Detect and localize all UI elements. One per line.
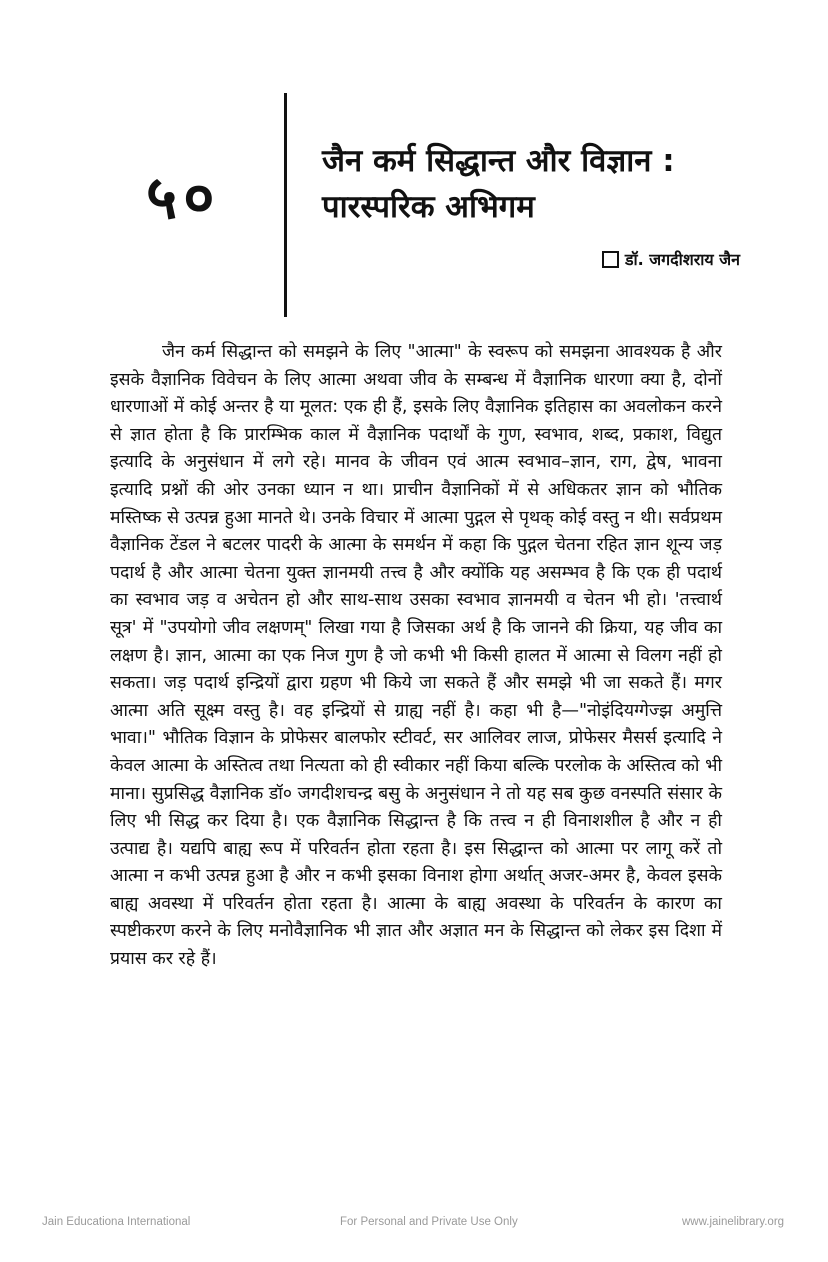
author-byline (602, 248, 740, 270)
footer-website-link[interactable]: www.jainelibrary.org (682, 1216, 785, 1228)
author-name: डॉ. जगदीशराय जैन (624, 250, 740, 269)
chapter-number: ५० (146, 163, 221, 233)
footer-usage-notice: For Personal and Private Use Only (340, 1216, 518, 1228)
chapter-title (322, 138, 675, 230)
body-text (110, 339, 722, 974)
vertical-divider (284, 93, 287, 317)
body-paragraph: जैन कर्म सिद्धान्त को समझने के लिए "आत्मा" के स्वरूप को समझना आवश्यक है और इसके वैज्ञानिक विवेचन के लिए आत्मा अथवा जीव के सम्बन्ध में वैज्ञानिक धारणा क्या है, दोनों धारणाओं में कोई अन्तर है या मूलत: एक ही हैं, इसके लिए वैज्ञानिक इतिहास का अवलोकन करने से ज्ञात होता है कि प्रारम्भिक काल में वैज्ञानिक पदार्थों के गुण, स्वभाव, शब्द, प्रकाश, विद्युत इत्यादि के अनुसंधान में लगे रहे। मानव के जीवन एवं आत्म स्वभाव–ज्ञान, राग, द्वेष, भावना इत्यादि प्रश्नों की ओर उनका ध्यान न था। प्राचीन वैज्ञानिकों में से अधिकतर ज्ञान को भौतिक मस्तिष्क से उत्पन्न हुआ मानते थे। उनके विचार में आत्मा पुद्गल से पृथक् कोई वस्तु न थी। सर्वप्रथम वैज्ञानिक टेंडल ने बटलर पादरी के आत्मा के समर्थन में कहा कि पुद्गल चेतना रहित ज्ञान शून्य जड़ पदार्थ है और आत्मा चेतना युक्त ज्ञानमयी तत्त्व है और क्योंकि यह असम्भव है कि एक ही पदार्थ का स्वभाव जड़ व अचेतन हो और साथ-साथ उसका स्वभाव ज्ञानमयी व चेतन भी हो। 'तत्त्वार्थ सूत्र' में "उपयोगो जीव लक्षणम्" लिखा गया है जिसका अर्थ है कि जानने की क्रिया, यह जीव का लक्षण है। ज्ञान, आत्मा का एक निज गुण है जो कभी भी किसी हालत में आत्मा से विलग नहीं हो सकता। जड़ पदार्थ इन्द्रियों द्वारा ग्रहण भी किये जा सकते हैं और समझे भी जा सकते हैं। मगर आत्मा अति सूक्ष्म वस्तु है। वह इन्द्रियों से ग्राह्य नहीं है। कहा भी है—"नोइंदियग्गेज्झ अमुत्ति भावा।" भौतिक विज्ञान के प्रोफेसर बालफोर स्टीवर्ट, सर आलिवर लाज, प्रोफेसर मैसर्स इत्यादि ने केवल आत्मा के अस्तित्व तथा नित्यता को ही स्वीकार नहीं किया बल्कि परलोक के अस्तित्व को भी माना। सुप्रसिद्ध वैज्ञानिक डॉ० जगदीशचन्द्र बसु के अनुसंधान ने तो यह सब कुछ वनस्पति संसार के लिए भी सिद्ध कर दिया है। एक वैज्ञानिक सिद्धान्त है कि तत्त्व न ही विनाशशील है और न ही उत्पाद्य है। यद्यपि बाह्य रूप में परिवर्तन होता रहता है। इस सिद्धान्त को आत्मा पर लागू करें तो आत्मा न कभी उत्पन्न हुआ है और न कभी इसका विनाश होगा अर्थात् अजर-अमर है, केवल इसके बाह्य अवस्था में परिवर्तन होता रहता है। आत्मा के बाह्य अवस्था के परिवर्तन के कारण का स्पष्टीकरण करने के लिए मनोवैज्ञानिक भी ज्ञात और अज्ञात मन के सिद्धान्त को लेकर इस दिशा में प्रयास कर रहे हैं। (110, 342, 722, 970)
footer-publisher: Jain Educationa International (42, 1216, 191, 1228)
chapter-title-line-1: जैन कर्म सिद्धान्त और विज्ञान : (322, 143, 675, 179)
chapter-title-line-2: पारस्परिक अभिगम (322, 189, 535, 225)
square-bullet-icon (602, 251, 619, 268)
